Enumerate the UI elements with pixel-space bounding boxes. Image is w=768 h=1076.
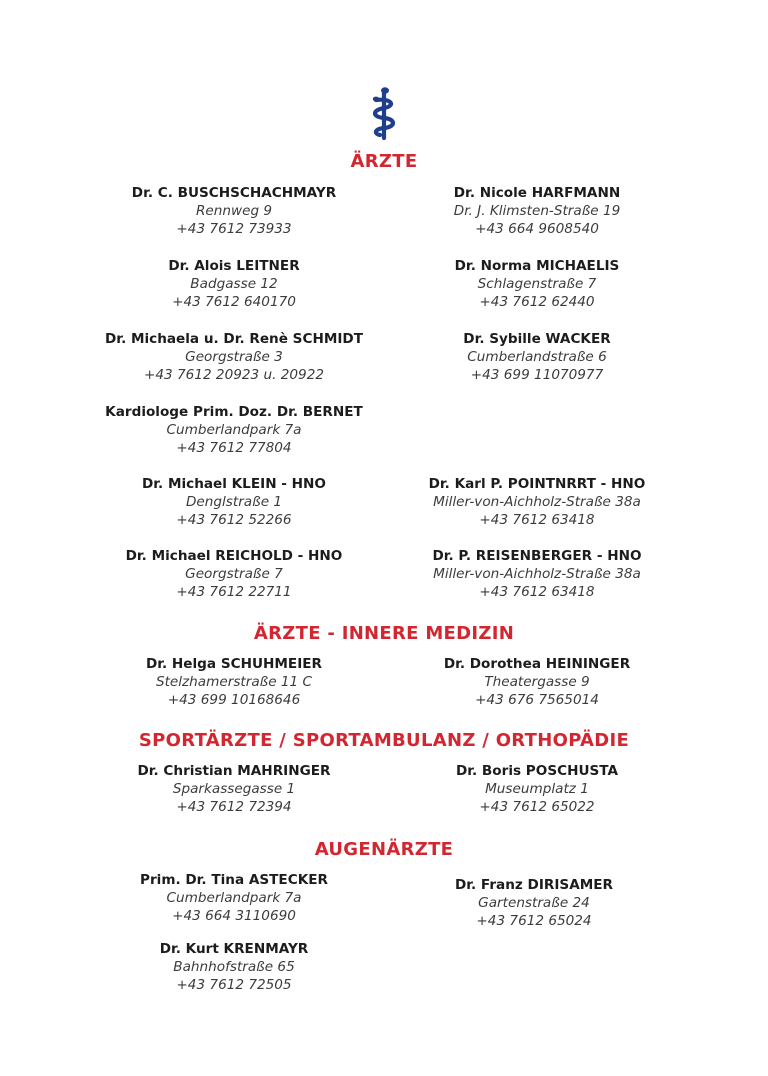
doctor-entry (387, 762, 687, 817)
doctor-entry (84, 475, 384, 530)
section-heading-sport: SPORTÄRZTE / SPORTAMBULANZ / ORTHOPÄDIE (138, 730, 630, 751)
doctor-entry (84, 547, 384, 602)
doctor-name: Dr. Norma MICHAELIS (454, 258, 620, 274)
doctor-phone: +43 7612 52266 (176, 512, 292, 529)
doctor-address: Miller-von-Aichholz-Straße 38a (433, 494, 641, 511)
doctor-phone: +43 664 9608540 (475, 221, 599, 238)
doctor-name: Dr. Dorothea HEININGER (443, 656, 631, 672)
doctor-phone: +43 7612 77804 (176, 440, 292, 457)
doctor-entry (384, 876, 684, 931)
doctor-entry (84, 403, 384, 458)
doctor-phone: +43 7612 73933 (176, 221, 292, 238)
doctor-entry (84, 330, 384, 385)
doctor-entry (84, 762, 384, 817)
doctor-phone: +43 699 11070977 (470, 367, 604, 384)
section-heading-augenaerzte: AUGENÄRZTE (314, 839, 454, 860)
doctor-entry (84, 184, 384, 239)
doctor-address: Georgstraße 7 (185, 566, 283, 583)
doctor-address: Badgasse 12 (190, 276, 278, 293)
doctor-entry (387, 475, 687, 530)
doctor-phone: +43 7612 65024 (476, 913, 592, 930)
doctor-phone: +43 7612 72505 (176, 977, 292, 994)
doctor-entry (387, 330, 687, 385)
doctor-entry (84, 655, 384, 710)
doctor-phone: +43 7612 63418 (479, 512, 595, 529)
doctor-phone: +43 676 7565014 (475, 692, 599, 709)
doctor-address: Rennweg 9 (195, 203, 273, 220)
doctor-name: Dr. Karl P. POINTNRRT - HNO (428, 476, 646, 492)
doctor-name: Dr. P. REISENBERGER - HNO (432, 548, 642, 564)
doctor-entry (84, 871, 384, 926)
doctor-phone: +43 7612 63418 (479, 584, 595, 601)
doctor-name: Prim. Dr. Tina ASTECKER (140, 872, 328, 888)
doctor-name: Dr. Christian MAHRINGER (137, 763, 331, 779)
doctor-address: Bahnhofstraße 65 (173, 959, 295, 976)
doctor-entry (84, 257, 384, 312)
doctor-address: Theatergasse 9 (484, 674, 590, 691)
section-heading-aerzte: ÄRZTE (350, 151, 418, 172)
doctor-name: Dr. Kurt KRENMAYR (159, 941, 309, 957)
doctor-entry (387, 184, 687, 239)
doctor-entry (387, 547, 687, 602)
section-heading-innere-medizin: ÄRZTE - INNERE MEDIZIN (253, 623, 515, 644)
doctor-address: Dr. J. Klimsten-Straße 19 (453, 203, 621, 220)
doctor-address: Stelzhamerstraße 11 C (155, 674, 313, 691)
doctor-name: Dr. Michael REICHOLD - HNO (125, 548, 343, 564)
doctor-name: Dr. Franz DIRISAMER (454, 877, 614, 893)
doctor-name: Dr. Nicole HARFMANN (453, 185, 621, 201)
aesculapius-staff-icon (366, 86, 402, 140)
doctor-name: Dr. Michael KLEIN - HNO (142, 476, 326, 492)
doctor-phone: +43 699 10168646 (167, 692, 301, 709)
doctor-address: Georgstraße 3 (185, 349, 283, 366)
doctor-name: Dr. Alois LEITNER (168, 258, 300, 274)
doctor-phone: +43 7612 22711 (176, 584, 292, 601)
doctor-name: Dr. Sybille WACKER (463, 331, 611, 347)
doctor-address: Schlagenstraße 7 (477, 276, 597, 293)
doctor-phone: +43 7612 65022 (479, 799, 595, 816)
doctor-address: Sparkassegasse 1 (172, 781, 296, 798)
doctor-address: Cumberlandpark 7a (166, 422, 302, 439)
doctor-name: Dr. Helga SCHUHMEIER (145, 656, 323, 672)
doctor-address: Gartenstraße 24 (478, 895, 590, 912)
doctor-entry (387, 655, 687, 710)
doctor-entry (84, 940, 384, 995)
doctor-name: Dr. C. BUSCHSCHACHMAYR (131, 185, 337, 201)
doctor-name: Dr. Michaela u. Dr. Renè SCHMIDT (105, 331, 363, 347)
doctor-phone: +43 664 3110690 (172, 908, 296, 925)
doctor-address: Denglstraße 1 (185, 494, 283, 511)
doctor-address: Museumplatz 1 (485, 781, 589, 798)
doctor-phone: +43 7612 20923 u. 20922 (144, 367, 324, 384)
doctor-address: Cumberlandpark 7a (166, 890, 302, 907)
doctor-name: Kardiologe Prim. Doz. Dr. BERNET (105, 404, 363, 420)
doctor-phone: +43 7612 62440 (479, 294, 595, 311)
doctor-address: Cumberlandstraße 6 (467, 349, 607, 366)
doctor-name: Dr. Boris POSCHUSTA (455, 763, 619, 779)
doctor-entry (387, 257, 687, 312)
doctor-address: Miller-von-Aichholz-Straße 38a (433, 566, 641, 583)
doctor-phone: +43 7612 72394 (176, 799, 292, 816)
doctor-phone: +43 7612 640170 (172, 294, 296, 311)
